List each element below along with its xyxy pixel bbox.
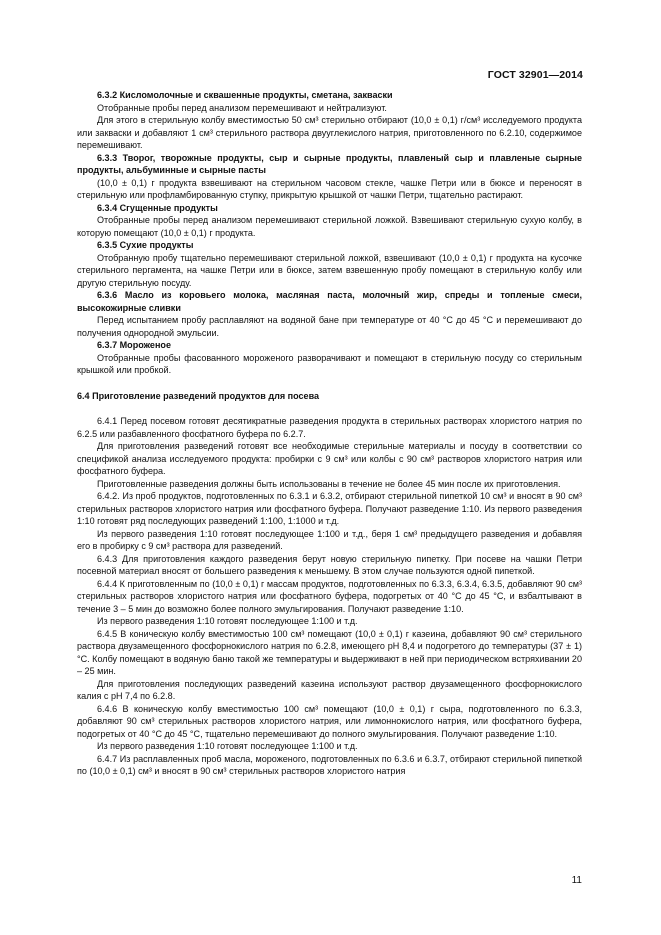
body-paragraph: Из первого разведения 1:10 готовят последующее 1:100 и т.д. [97, 616, 358, 626]
body-paragraph: 6.4.1 Перед посевом готовят десятикратные разведения продукта в стерильных растворах хлористого натрия по 6.2.5 или разбавленного фосфатного буфера по 6.2.7. [77, 416, 582, 439]
body-paragraph: Отобранные пробы перед анализом перемешивают и нейтрализуют. [97, 102, 387, 113]
body-paragraph: 6.4.3 Для приготовления каждого разведения берут новую стерильную пипетку. При посеве на чашки Петри посевной материал вносят от большего разведения к меньшему. В этом случае пользуются одной пипеткой. [77, 553, 582, 576]
body-paragraph: Из первого разведения 1:10 готовят последующее 1:100 и т.д., беря 1 см³ предыдущего разведения и добавляя его в пробирку с 9 см³ раствора для разведений. [77, 528, 582, 551]
subsection-heading: 6.3.2 Кисломолочные и сквашенные продукты, сметана, закваски [97, 90, 393, 100]
page-number: 11 [571, 875, 582, 886]
body-paragraph: Из первого разведения 1:10 готовят последующее 1:100 и т.д. [97, 741, 358, 751]
body-paragraph: Для этого в стерильную колбу вместимостью 50 см³ стерильно отбирают (10,0 ± 0,1) г/см³ исследуемого продукта или закваски и добавляют 1 см³ стерильного раствора двууглекислого натрия, приготовленного по 6.2.10, содержимое перемешивают. [77, 115, 582, 150]
subsection-heading: 6.3.6 Масло из коровьего молока, масляная паста, молочный жир, спреды и топленые смеси, высокожирные сливки [77, 290, 582, 313]
body-paragraph: Отобранные пробы фасованного мороженого разворачивают и помещают в стерильную посуду со стерильным крышкой или пробкой. [77, 352, 582, 375]
subsection-heading: 6.3.5 Сухие продукты [97, 240, 194, 250]
body-paragraph: Перед испытанием пробу расплавляют на водяной бане при температуре от 40 °С до 45 °С и перемешивают до получения однородной эмульсии. [77, 315, 582, 338]
subsection-heading: 6.3.4 Сгущенные продукты [97, 202, 218, 213]
body-paragraph: Отобранные пробы перед анализом перемешивают стерильной ложкой. Взвешивают стерильную сухую колбу, в которую помещают (10,0 ± 0,1) г продукта. [77, 215, 582, 238]
body-paragraph: Приготовленные разведения должны быть использованы в течение не более 45 мин после их приготовления. [97, 478, 561, 489]
body-paragraph: 6.4.4 К приготовленным по (10,0 ± 0,1) г массам продуктов, подготовленных по 6.3.3, 6.3.4, 6.3.5, добавляют 90 см³ стерильных растворов хлористого натрия или фосфатного буфера, подогретых от 40 °С до 45 °С, и взбалтывают в течение 3 ‒ 5 мин до возможно более полного эмульгирования. Получают разведение 1:10. [77, 578, 582, 614]
body-paragraph: Отобранную пробу тщательно перемешивают стерильной ложкой, взвешивают (10,0 ± 0,1) г продукта на кусочке стерильного пергамента, на чашке Петри или в бюксе, затем взвешенную пробу помещают в стерильную колбу или другую стерильную посуду. [77, 252, 582, 288]
subsection-heading: 6.3.3 Творог, творожные продукты, сыр и сырные продукты, плавленый сыр и плавленые сырные продукты, альбуминные и сырные пасты [77, 152, 582, 175]
body-paragraph: (10,0 ± 0,1) г продукта взвешивают на стерильном часовом стекле, чашке Петри или в бюксе и переносят в стерильную или профламбированную ступку, прикрытую крышкой от чашки Петри, тщательно растирают. [77, 177, 582, 200]
body-paragraph: 6.4.2. Из проб продуктов, подготовленных по 6.3.1 и 6.3.2, отбирают стерильной пипеткой 10 см³ и вносят в 90 см³ стерильных растворов хлористого натрия или фосфатного буфера. Получают разведение 1:10. Из первого разведения 1:10 готовят ряд последующих разведений 1:100, 1:1000 и т.д. [77, 491, 582, 526]
body-paragraph: Для приготовления разведений готовят все необходимые стерильные материалы и посуду в соответствии со спецификой анализа исследуемого продукта: пробирки с 9 см³ или колбы с 90 см³ растворов хлористого натрия или фосфатного буфера. [77, 441, 582, 476]
body-paragraph: 6.4.7 Из расплавленных проб масла, мороженого, подготовленных по 6.3.6 и 6.3.7, отбирают стерильной пипеткой по (10,0 ± 0,1) см³ и вносят в 90 см³ стерильных растворов хлористого натрия [77, 753, 582, 776]
body-paragraph: Для приготовления последующих разведений казеина используют раствор двузамещенного фосфорнокислого калия с рН 7,4 по 6.2.8. [77, 678, 582, 701]
document-body [77, 89, 582, 778]
section-heading: 6.4 Приготовление разведений продуктов для посева [77, 390, 320, 401]
body-paragraph: 6.4.6 В коническую колбу вместимостью 100 см³ помещают (10,0 ± 0,1) г сыра, подготовленного по 6.3.3, добавляют 90 см³ стерильных растворов хлористого натрия, или лимоннокислого натрия, или фосфатного буфера, подогретых от 40 °С до 45 °С, тщательно перемешивают до полного эмульгирования. Получают разведение 1:10. [77, 703, 582, 739]
subsection-heading: 6.3.7 Мороженое [97, 340, 171, 350]
body-paragraph: 6.4.5 В коническую колбу вместимостью 100 см³ помещают (10,0 ± 0,1) г казеина, добавляют 90 см³ стерильного раствора двузамещенного фосфорнокислого натрия по 6.2.8, имеющего рН 8,4 и подогретого до температуры (37 ± 1) °С. Колбу помещают в водяную баню такой же температуры и выдерживают в ней при периодическом встряхивании 20 ‒ 25 мин. [77, 628, 582, 676]
standard-header: ГОСТ 32901—2014 [487, 69, 583, 81]
